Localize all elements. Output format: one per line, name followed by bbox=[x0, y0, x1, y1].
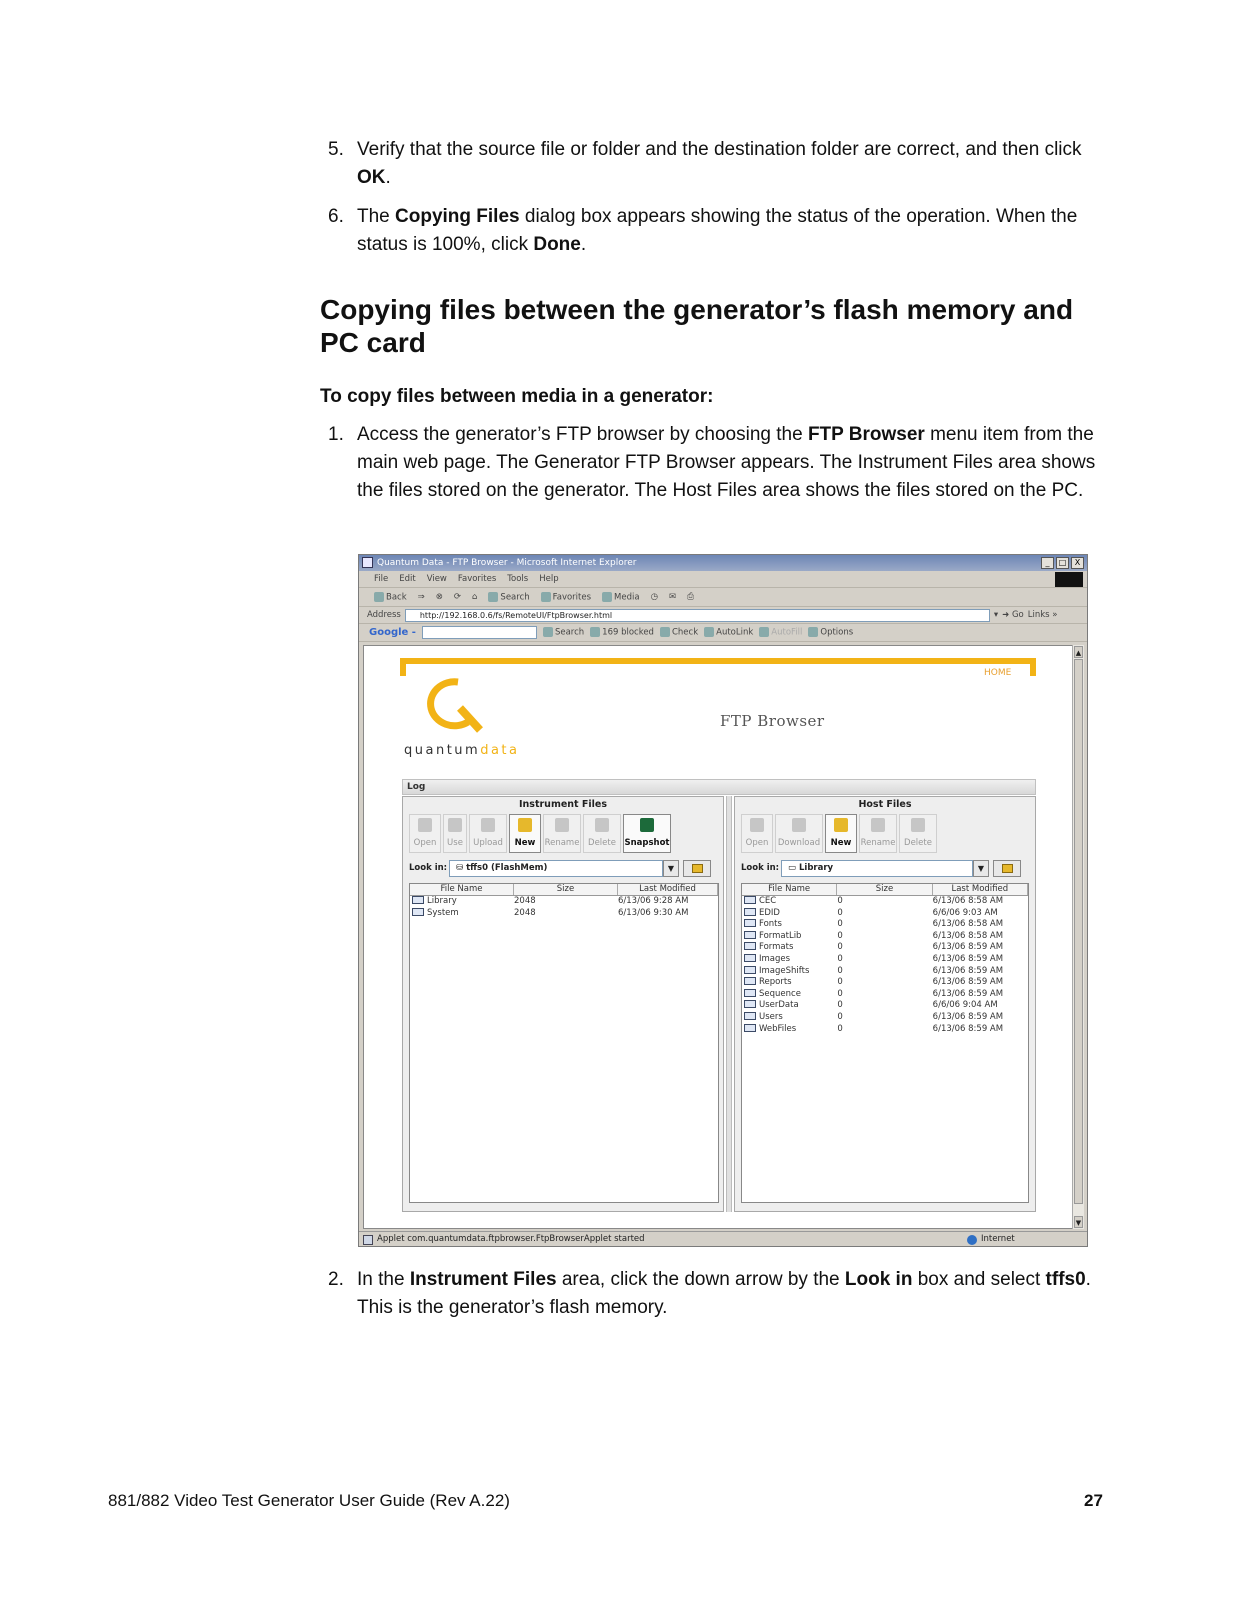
step-5 bbox=[328, 136, 1108, 192]
instrument-up-folder-button[interactable] bbox=[683, 860, 711, 877]
up-folder-icon bbox=[1002, 864, 1013, 873]
table-row[interactable]: Library 2048 6/13/06 9:28 AM bbox=[410, 896, 718, 908]
host-look-in-dropdown-icon[interactable]: ▼ bbox=[973, 860, 989, 877]
step-number: 2. bbox=[328, 1269, 344, 1290]
header-accent-left bbox=[400, 658, 406, 676]
popup-blocked-button[interactable]: 169 blocked bbox=[590, 627, 654, 638]
open-icon bbox=[418, 818, 432, 832]
instrument-look-in-dropdown-icon[interactable]: ▼ bbox=[663, 860, 679, 877]
step-number: 6. bbox=[328, 206, 344, 227]
table-row[interactable]: ImageShifts 0 6/13/06 8:59 AM bbox=[742, 966, 1028, 978]
step-2 bbox=[328, 1266, 1108, 1322]
upload-icon bbox=[481, 818, 495, 832]
home-icon[interactable]: ⌂ bbox=[472, 592, 478, 602]
windows-logo-icon bbox=[1055, 572, 1083, 587]
logo-wordmark: quantumdata bbox=[404, 743, 520, 758]
table-row[interactable]: Sequence 0 6/13/06 8:59 AM bbox=[742, 989, 1028, 1001]
favorites-icon bbox=[541, 592, 551, 602]
trash-icon bbox=[911, 818, 925, 832]
folder-icon bbox=[744, 1000, 756, 1008]
table-row[interactable]: Formats 0 6/13/06 8:59 AM bbox=[742, 942, 1028, 954]
table-row[interactable]: Images 0 6/13/06 8:59 AM bbox=[742, 954, 1028, 966]
status-bar bbox=[359, 1231, 1087, 1247]
window-controls bbox=[1041, 557, 1084, 569]
print-icon[interactable]: ⎙ bbox=[687, 592, 694, 602]
host-new-button[interactable]: New bbox=[825, 814, 857, 853]
step-text: Access the generator’s FTP browser by choosing the FTP Browser menu item from the main web page. The Generator FTP Browser appears. The Instrument Files area shows the files stored on the generator. The Host Files area shows the files stored on the PC. bbox=[357, 424, 1096, 501]
rename-icon bbox=[555, 818, 569, 832]
host-rename-button[interactable]: Rename bbox=[859, 814, 897, 853]
vertical-scrollbar[interactable] bbox=[1072, 645, 1084, 1229]
autolink-button[interactable]: AutoLink bbox=[704, 627, 753, 638]
folder-icon bbox=[744, 977, 756, 985]
column-size[interactable]: Size bbox=[514, 884, 618, 895]
ie-toolbar bbox=[359, 588, 1087, 607]
step-text: The Copying Files dialog box appears showing the status of the operation. When the status is 100%, click Done. bbox=[357, 206, 1078, 255]
host-toolbar bbox=[741, 814, 937, 854]
google-toolbar bbox=[359, 624, 1087, 642]
new-folder-icon bbox=[518, 818, 532, 832]
new-folder-icon bbox=[834, 818, 848, 832]
popup-blocker-icon bbox=[590, 627, 600, 637]
instrument-new-button[interactable]: New bbox=[509, 814, 541, 853]
autofill-icon bbox=[759, 627, 769, 637]
column-file-name[interactable]: File Name bbox=[410, 884, 514, 895]
table-row[interactable]: WebFiles 0 6/13/06 8:59 AM bbox=[742, 1024, 1028, 1036]
mail-icon[interactable]: ✉ bbox=[668, 592, 677, 602]
step-1 bbox=[328, 421, 1108, 505]
internet-zone: Internet bbox=[965, 1232, 1015, 1247]
menu-edit[interactable]: Edit bbox=[399, 574, 416, 584]
procedure-heading: To copy files between media in a generator: bbox=[320, 386, 714, 407]
instrument-files-panel bbox=[402, 796, 724, 1212]
snapshot-icon bbox=[640, 818, 654, 832]
folder-icon bbox=[744, 908, 756, 916]
use-icon bbox=[448, 818, 462, 832]
stop-icon[interactable]: ⊗ bbox=[435, 592, 443, 602]
folder-icon bbox=[744, 966, 756, 974]
download-icon bbox=[792, 818, 806, 832]
step-number: 1. bbox=[328, 424, 344, 445]
menu-help[interactable]: Help bbox=[539, 574, 559, 584]
trash-icon bbox=[595, 818, 609, 832]
address-bar bbox=[359, 607, 1087, 624]
folder-icon bbox=[744, 989, 756, 997]
instrument-use-button[interactable]: Use bbox=[443, 814, 467, 853]
autolink-icon bbox=[704, 627, 714, 637]
instrument-snapshot-button[interactable]: Snapshot bbox=[623, 814, 671, 853]
footer-title: 881/882 Video Test Generator User Guide (Rev A.22) bbox=[108, 1491, 510, 1510]
instrument-list-header bbox=[410, 884, 718, 896]
page-title: FTP Browser bbox=[720, 712, 825, 730]
section-title: Copying files between the generator’s flash memory and PC card bbox=[320, 294, 1074, 358]
folder-icon bbox=[412, 908, 424, 916]
table-row[interactable]: Users 0 6/13/06 8:59 AM bbox=[742, 1012, 1028, 1024]
close-button[interactable]: X bbox=[1071, 557, 1084, 569]
address-input[interactable]: http://192.168.0.6/fs/RemoteUI/FtpBrowser.html bbox=[405, 609, 990, 622]
header-accent-bar bbox=[400, 658, 1036, 664]
host-look-in-label: Look in: bbox=[741, 863, 780, 873]
table-row[interactable]: CEC 0 6/13/06 8:58 AM bbox=[742, 896, 1028, 908]
folder-icon bbox=[744, 1024, 756, 1032]
refresh-icon[interactable]: ⟳ bbox=[453, 592, 462, 602]
up-folder-icon bbox=[692, 864, 703, 873]
menu-view[interactable]: View bbox=[426, 574, 447, 584]
instrument-upload-button[interactable]: Upload bbox=[469, 814, 507, 853]
home-link[interactable]: HOME bbox=[984, 668, 1012, 678]
minimize-button[interactable]: _ bbox=[1041, 557, 1054, 569]
instrument-delete-button[interactable]: Delete bbox=[583, 814, 621, 853]
instrument-open-button[interactable]: Open bbox=[409, 814, 441, 853]
instrument-look-in-label: Look in: bbox=[409, 863, 448, 873]
log-bar[interactable]: Log bbox=[402, 779, 1036, 795]
host-up-folder-button[interactable] bbox=[993, 860, 1021, 877]
host-file-list bbox=[741, 883, 1029, 1203]
instrument-rename-button[interactable]: Rename bbox=[543, 814, 581, 853]
instrument-toolbar bbox=[409, 814, 671, 854]
google-search-input[interactable] bbox=[422, 626, 537, 639]
host-download-button[interactable]: Download bbox=[775, 814, 823, 853]
table-row[interactable]: UserData 0 6/6/06 9:04 AM bbox=[742, 1000, 1028, 1012]
menu-bar bbox=[359, 571, 1087, 588]
folder-icon bbox=[412, 896, 424, 904]
folder-icon bbox=[744, 931, 756, 939]
back-button[interactable]: Back bbox=[374, 592, 407, 603]
column-file-name[interactable]: File Name bbox=[742, 884, 837, 895]
autofill-button[interactable]: AutoFill bbox=[759, 627, 802, 638]
table-row[interactable]: System 2048 6/13/06 9:30 AM bbox=[410, 908, 718, 920]
folder-icon bbox=[744, 1012, 756, 1020]
step-text: Verify that the source file or folder and the destination folder are correct, and then click OK. bbox=[357, 139, 1082, 188]
back-arrow-icon bbox=[374, 592, 384, 602]
menu-favorites[interactable]: Favorites bbox=[457, 574, 497, 584]
page-number: 27 bbox=[1084, 1491, 1103, 1510]
status-text: Applet com.quantumdata.ftpbrowser.FtpBrowserApplet started bbox=[377, 1234, 645, 1244]
panel-splitter[interactable] bbox=[726, 796, 732, 1212]
folder-icon bbox=[744, 942, 756, 950]
column-last-modified[interactable]: Last Modified bbox=[933, 884, 1028, 895]
media-button[interactable]: Media bbox=[602, 592, 640, 603]
web-content bbox=[363, 645, 1073, 1229]
ftp-browser-screenshot bbox=[358, 554, 1088, 1247]
open-icon bbox=[750, 818, 764, 832]
folder-icon bbox=[744, 919, 756, 927]
host-delete-button[interactable]: Delete bbox=[899, 814, 937, 853]
options-icon bbox=[808, 627, 818, 637]
step-number: 5. bbox=[328, 139, 344, 160]
instrument-file-list bbox=[409, 883, 719, 1203]
step-6 bbox=[328, 203, 1108, 259]
host-look-in-select[interactable]: ▭ Library bbox=[781, 860, 973, 877]
window-title: Quantum Data - FTP Browser - Microsoft Internet Explorer bbox=[377, 558, 637, 568]
address-label: Address bbox=[367, 610, 401, 620]
table-row[interactable]: FormatLib 0 6/13/06 8:58 AM bbox=[742, 931, 1028, 943]
quantumdata-logo-icon bbox=[424, 676, 494, 736]
address-dropdown-icon[interactable]: ▾ bbox=[993, 610, 999, 620]
go-arrow-icon: ➜ bbox=[1002, 610, 1010, 620]
ie-icon bbox=[362, 557, 373, 568]
google-search-button[interactable]: Search bbox=[543, 627, 584, 638]
host-files-title: Host Files bbox=[858, 799, 912, 810]
scroll-up-icon[interactable]: ▲ bbox=[1074, 646, 1083, 658]
scroll-thumb[interactable] bbox=[1074, 659, 1083, 1204]
rename-icon bbox=[871, 818, 885, 832]
folder-icon: ▭ bbox=[788, 863, 799, 873]
search-icon bbox=[488, 592, 498, 602]
step-text: In the Instrument Files area, click the down arrow by the Look in box and select tffs0. This is the generator’s flash memory. bbox=[357, 1269, 1091, 1318]
history-icon[interactable]: ◷ bbox=[650, 592, 658, 602]
spell-check-button[interactable]: Check bbox=[660, 627, 698, 638]
favorites-button[interactable]: Favorites bbox=[541, 592, 591, 603]
menu-file[interactable]: File bbox=[374, 574, 389, 584]
host-open-button[interactable]: Open bbox=[741, 814, 773, 853]
column-size[interactable]: Size bbox=[837, 884, 932, 895]
search-button[interactable]: Search bbox=[488, 592, 529, 603]
host-list-header bbox=[742, 884, 1028, 896]
drive-icon: ⛁ bbox=[456, 863, 467, 873]
column-last-modified[interactable]: Last Modified bbox=[618, 884, 718, 895]
table-row[interactable]: EDID 0 6/6/06 9:03 AM bbox=[742, 908, 1028, 920]
header-accent-right bbox=[1030, 658, 1036, 676]
google-search-icon bbox=[543, 627, 553, 637]
forward-icon[interactable]: ⇒ bbox=[417, 592, 425, 602]
folder-icon bbox=[744, 896, 756, 904]
scroll-down-icon[interactable]: ▼ bbox=[1074, 1216, 1083, 1228]
google-logo[interactable]: Google - bbox=[369, 627, 416, 638]
instrument-look-in-select[interactable]: ⛁ tffs0 (FlashMem) bbox=[449, 860, 663, 877]
table-row[interactable]: Reports 0 6/13/06 8:59 AM bbox=[742, 977, 1028, 989]
window-title-bar bbox=[359, 555, 1087, 571]
menu-tools[interactable]: Tools bbox=[507, 574, 529, 584]
spell-check-icon bbox=[660, 627, 670, 637]
applet-icon bbox=[363, 1235, 373, 1245]
table-row[interactable]: Fonts 0 6/13/06 8:58 AM bbox=[742, 919, 1028, 931]
maximize-button[interactable]: □ bbox=[1056, 557, 1069, 569]
folder-icon bbox=[744, 954, 756, 962]
options-button[interactable]: Options bbox=[808, 627, 853, 638]
go-button[interactable]: ➜ Go bbox=[1002, 610, 1024, 620]
media-icon bbox=[602, 592, 612, 602]
instrument-files-title: Instrument Files bbox=[519, 799, 607, 810]
host-files-panel bbox=[734, 796, 1036, 1212]
links-button[interactable]: Links » bbox=[1027, 610, 1058, 620]
